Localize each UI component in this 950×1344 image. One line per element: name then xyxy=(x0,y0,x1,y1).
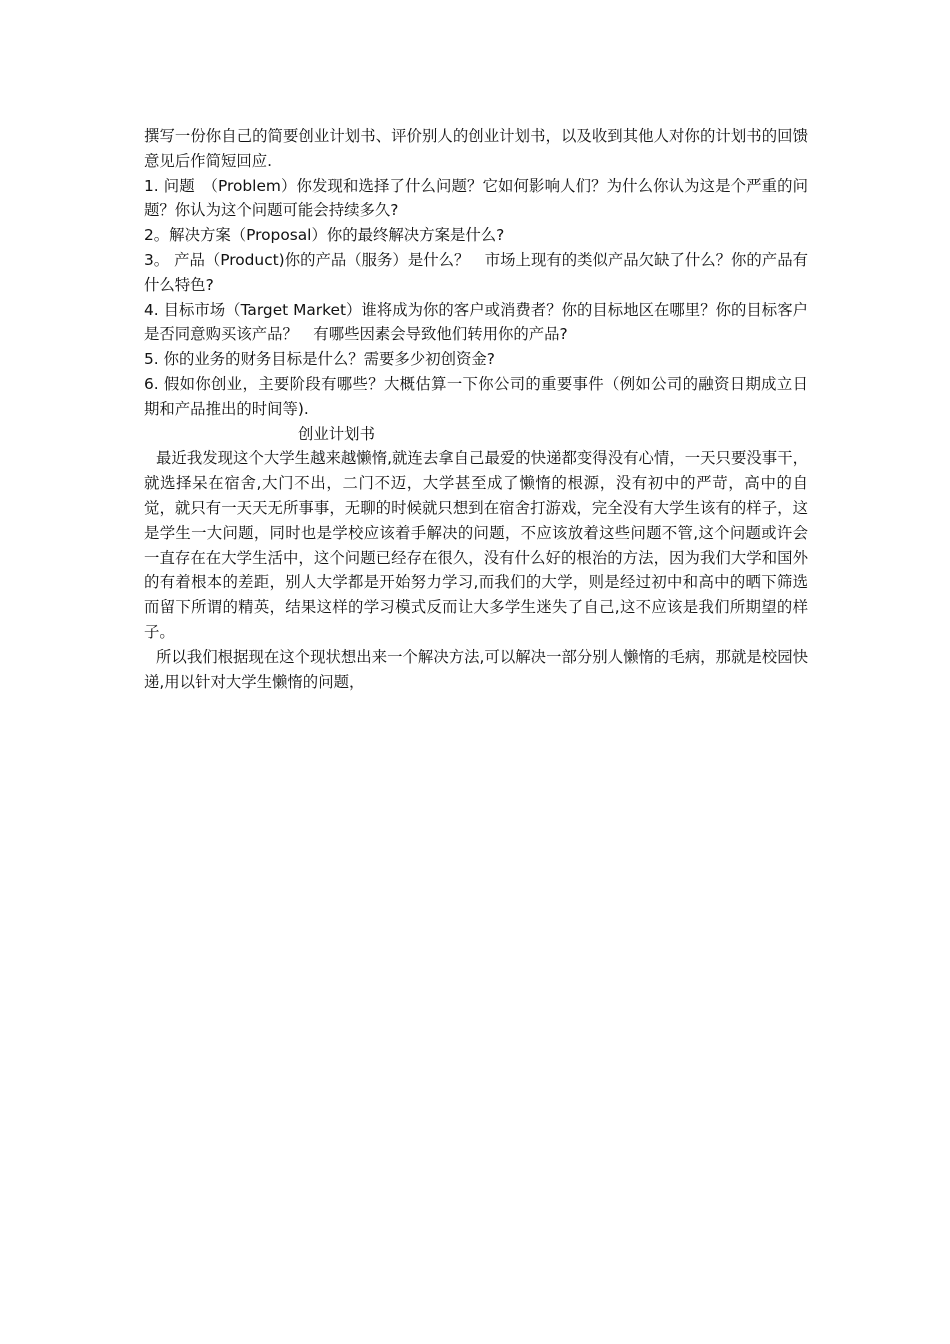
body-paragraph-1: 最近我发现这个大学生越来越懒惰,就连去拿自己最爱的快递都变得没有心情，一天只要没事干，就选择呆在宿舍,大门不出，二门不迈，大学甚至成了懒惰的根源，没有初中的严苛，高中的自觉，就只有一天天无所事事，无聊的时候就只想到在宿舍打游戏，完全没有大学生该有的样子，这是学生一大问题，同时也是学校应该着手解决的问题，不应该放着这些问题不管,这个问题或许会一直存在在大学生活中，这个问题已经存在很久，没有什么好的根治的方法，因为我们大学和国外的有着根本的差距，别人大学都是开始努力学习,而我们的大学，则是经过初中和高中的晒下筛选而留下所谓的精英，结果这样的学习模式反而让大多学生迷失了自己,这不应该是我们所期望的样子。 xyxy=(144,449,808,641)
question-6: 6. 假如你创业，主要阶段有哪些？大概估算一下你公司的重要事件（例如公司的融资日期成立日期和产品推出的时间等). xyxy=(144,374,808,418)
intro-paragraph: 撰写一份你自己的简要创业计划书、评价别人的创业计划书，以及收到其他人对你的计划书的回馈意见后作简短回应. xyxy=(144,127,808,170)
question-2: 2。解决方案（Proposal）你的最终解决方案是什么? xyxy=(144,226,505,245)
question-3: 3。 产品（Product)你的产品（服务）是什么？ 市场上现有的类似产品欠缺了什么？你的产品有什么特色? xyxy=(144,250,808,294)
question-5: 5. 你的业务的财务目标是什么？需要多少初创资金? xyxy=(144,350,495,369)
body-paragraph-2: 所以我们根据现在这个现状想出来一个解决方法,可以解决一部分别人懒惰的毛病，那就是校园快递,用以针对大学生懒惰的问题， xyxy=(144,647,808,691)
plan-title: 创业计划书 xyxy=(298,424,375,443)
question-1: 1. 问题 （Problem）你发现和选择了什么问题？它如何影响人们？为什么你认为这是个严重的问题？你认为这个问题可能会持续多久? xyxy=(144,176,808,220)
document-body xyxy=(144,124,808,694)
question-4: 4. 目标市场（Target Market）谁将成为你的客户或消费者？你的目标地区在哪里？你的目标客户是否同意购买该产品？ 有哪些因素会导致他们转用你的产品? xyxy=(144,300,808,344)
